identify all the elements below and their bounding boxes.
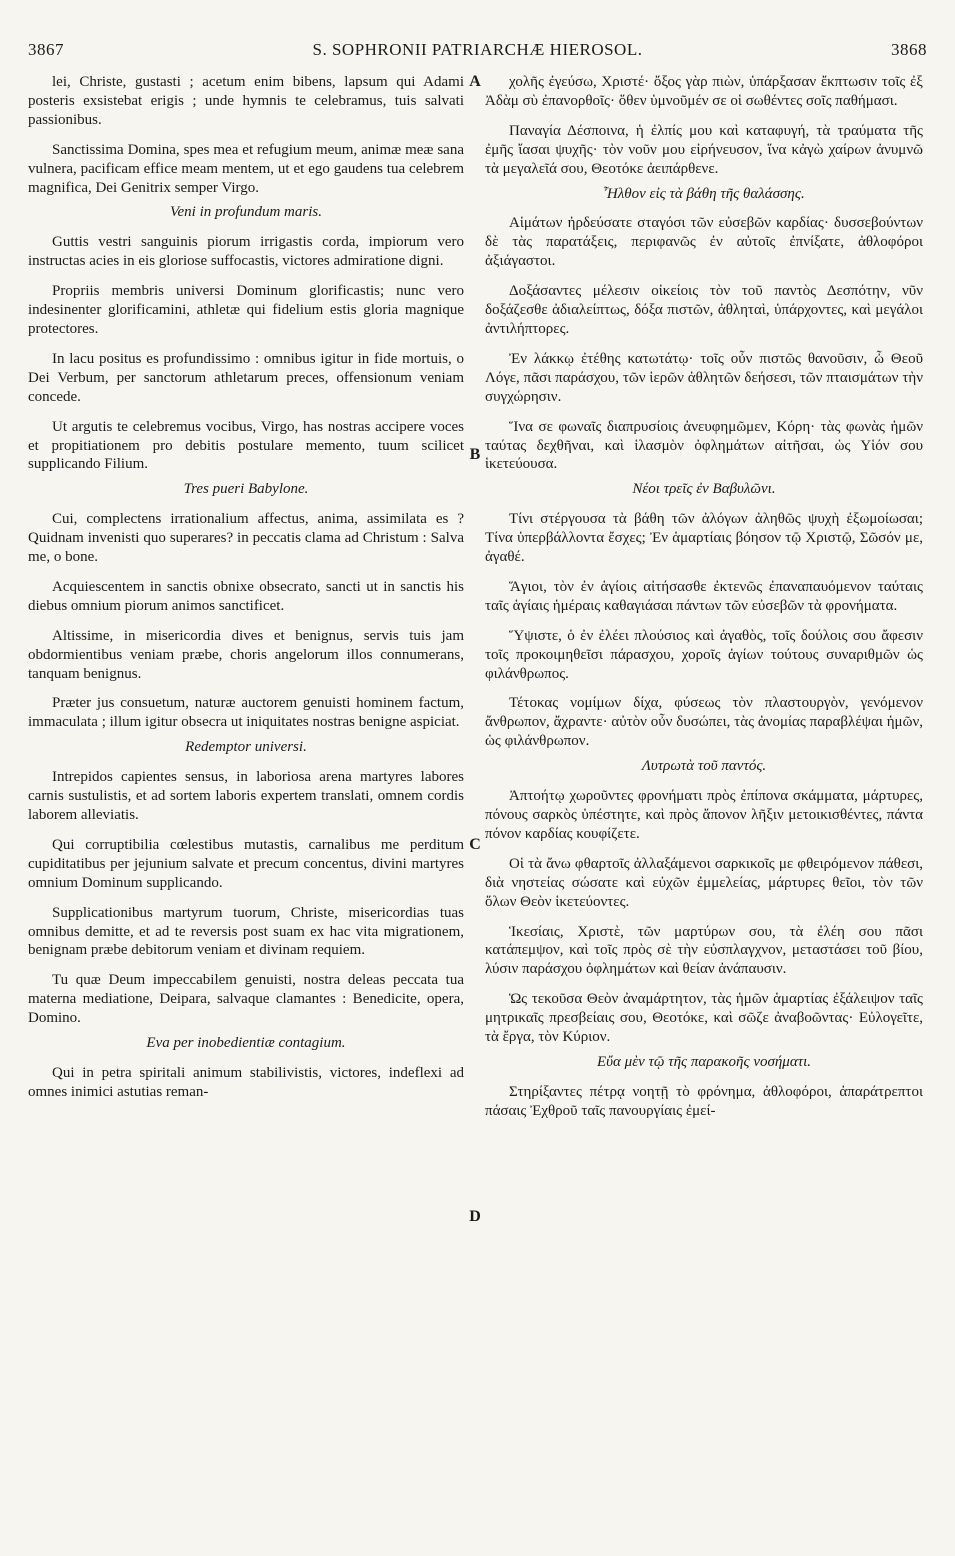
greek-spacer — [485, 844, 923, 855]
greek-spacer — [485, 751, 923, 755]
greek-spacer — [485, 912, 923, 923]
latin-spacer — [28, 499, 464, 510]
greek-column — [485, 73, 923, 1121]
latin-heading: Redemptor universi. — [185, 739, 307, 756]
latin-spacer — [28, 130, 464, 141]
greek-paragraph: χολῆς ἐγεύσω, Χριστέ· ὄξος γὰρ πιὼν, ὑπάρξασαν ἔκπτωσιν τοῖς ἐξ Ἀδὰμ σὺ ἐπανορθοῖς· ὅθεν ὑμνοῦμέν σε οἱ σωθέντες σοῖς παθήμασι. — [485, 74, 923, 109]
latin-spacer — [28, 1028, 464, 1032]
greek-paragraph: Τέτοκας νομίμων δίχα, φύσεως τὸν πλαστουργὸν, γενόμενον ἄνθρωπον, ἄχραντε· αὐτὸν οὖν δυσώπει, τὰς ἀνομίας παραβλέψαι ἡμῶν, ὡς φιλάνθρωπον. — [485, 695, 923, 750]
greek-spacer — [485, 499, 923, 510]
latin-paragraph: Guttis vestri sanguinis piorum irrigastis corda, impiorum vero instructas acies in eis gloriose suffocastis, victores admiratione digni. — [28, 234, 464, 270]
latin-paragraph: Intrepidos capientes sensus, in laboriosa arena martyres labores carnis sustulistis, et ad sortem laboris expertem translati, omnem cordis laborem alleviatis. — [28, 769, 464, 823]
greek-heading: Εὔα μὲν τῷ τῆς παρακοῆς νοσήματι. — [597, 1053, 811, 1070]
latin-paragraph: Tu quæ Deum impeccabilem genuisti, nostra deleas peccata tua materna mediatione, Deipara, salvaque clamantes : Benedicite, opera, Domino. — [28, 972, 464, 1027]
latin-spacer — [28, 960, 464, 971]
greek-paragraph: Ἅγιοι, τὸν ἐν ἁγίοις αἰτήσασθε ἐκτενῶς ἐπαναπαυόμενον ταύταις ταῖς ἁγίαις ἡμέραις καθαγιάσαι πάντων τῶν εὐσεβῶν τὰ φρονήματα. — [485, 578, 923, 614]
latin-paragraph: Ut argutis te celebremus vocibus, Virgo, has nostras accipere voces et propitiationem pro debitis postulare memento, tuum scilicet supplicando Filium. — [28, 418, 464, 473]
latin-spacer — [28, 271, 464, 282]
greek-paragraph: Τίνι στέργουσα τὰ βάθη τῶν ἀλόγων ἀληθῶς ψυχὴ ἐξωμοίωσαι; Τίνα ὑπερβάλλοντα ἔσχες; Ἐν ἁμαρτίαις βόησον τῷ Χριστῷ, Σῶσόν με, ἀγαθέ. — [485, 511, 923, 566]
latin-paragraph: Supplicationibus martyrum tuorum, Christe, misericordias tuas omnibus demitte, et ad te reversis post suam ex hac vita migrationem, benignam præbe debitorum veniam et divinam requiem. — [28, 904, 464, 959]
greek-heading: Ἦλθον εἰς τὰ βάθη τῆς θαλάσσης. — [603, 185, 805, 202]
latin-spacer — [28, 339, 464, 350]
greek-spacer — [485, 407, 923, 418]
latin-paragraph: Qui in petra spiritali animum stabilivistis, victores, indeflexi ad omnes inimici astutias reman- — [28, 1064, 464, 1100]
right-column-number: 3868 — [891, 40, 927, 59]
greek-spacer — [485, 474, 923, 478]
greek-spacer — [485, 567, 923, 578]
latin-spacer — [28, 757, 464, 768]
latin-paragraph: Acquiescentem in sanctis obnixe obsecrato, sancti ut in sanctis his diebus omnium piorum animos sanctificet. — [28, 578, 464, 614]
greek-heading: Λυτρωτὰ τοῦ παντός. — [641, 758, 767, 775]
greek-paragraph: Στηρίξαντες πέτρᾳ νοητῇ τὸ φρόνημα, ἀθλοφόροι, ἀπαράτρεπτοι πάσαις Ἐχθροῦ ταῖς πανουργίαις ἐμεί- — [485, 1083, 923, 1119]
latin-column — [28, 73, 464, 1102]
latin-paragraph: Sanctissima Domina, spes mea et refugium meum, animæ meæ sana vulnera, pacificam effice meam mentem, ut et ego gaudens tua celebrem magnifica, Dei Genitrix semper Virgo. — [28, 141, 464, 196]
latin-spacer — [28, 893, 464, 904]
latin-paragraph: Præter jus consuetum, naturæ auctorem genuisti hominem factum, immaculata ; illum igitur obsecra ut iniquitates nostras benigne aspiciat. — [28, 695, 464, 731]
greek-spacer — [485, 776, 923, 787]
left-column-number: 3867 — [28, 40, 64, 59]
margin-marker-c: C — [469, 836, 481, 853]
latin-paragraph: In lacu positus es profundissimo : omnibus igitur in fide mortuis, o Dei Verbum, per sanctorum athletarum preces, offensionum veniam concede. — [28, 350, 464, 405]
latin-spacer — [28, 825, 464, 836]
greek-paragraph: Ὕψιστε, ὁ ἐν ἐλέει πλούσιος καὶ ἀγαθὸς, τοῖς δούλοις σου ἄφεσιν τοῖς προκοιμηθεῖσι πάρασχου, χοροῖς ἁγίων τούτους συναριθμῶν ὡς φιλάνθρωπος. — [485, 627, 923, 682]
greek-paragraph: Οἱ τὰ ἄνω φθαρτοῖς ἀλλαξάμενοι σαρκικοῖς με φθειρόμενον πάθεσι, διὰ νηστείας σώσατε καὶ εὐχῶν ἐμμελείας, μάρτυρες θεῖοι, τὸν τῶν ὅλων Θεὸν ἱκετεύοντες. — [485, 855, 923, 910]
greek-paragraph: Ἀπτοήτῳ χωροῦντες φρονήματι πρὸς ἐπίπονα σκάμματα, μάρτυρες, πόνους σαρκὸς ὑπέστητε, καὶ πρὸς ἄπονον λῆξιν μετοικισθέντες, πάντα πόνον καρδίας κουφίζετε. — [485, 788, 923, 842]
latin-spacer — [28, 732, 464, 736]
latin-heading: Veni in profundum maris. — [170, 204, 322, 221]
greek-spacer — [485, 979, 923, 990]
greek-spacer — [485, 1047, 923, 1051]
greek-spacer — [485, 111, 923, 122]
latin-spacer — [28, 616, 464, 627]
greek-heading: Νέοι τρεῖς ἐν Βαβυλῶνι. — [632, 481, 776, 498]
page-header — [28, 40, 927, 66]
latin-paragraph: lei, Christe, gustasti ; acetum enim bibens, lapsum qui Adami posteris exsistebat erigis ; unde hymnis te celebramus, tuis salvati passionibus. — [28, 74, 464, 128]
latin-spacer — [28, 567, 464, 578]
latin-paragraph: Altissime, in misericordia dives et benignus, servis tuis jam obdormientibus veniam præbe, choris angelorum illos connumerans, tanquam benignus. — [28, 627, 464, 682]
latin-spacer — [28, 407, 464, 418]
running-title: S. SOPHRONII PATRIARCHÆ HIEROSOL. — [312, 40, 643, 59]
greek-paragraph: Ἐν λάκκῳ ἐτέθης κατωτάτῳ· τοῖς οὖν πιστῶς θανοῦσιν, ὦ Θεοῦ Λόγε, πᾶσι παράσχου, τῶν ἱερῶν ἀθλητῶν δεήσεσι, τῶν πταισμάτων τὴν συγχώρησιν. — [485, 350, 923, 405]
greek-paragraph: Ὡς τεκοῦσα Θεὸν ἀναμάρτητον, τὰς ἡμῶν ἁμαρτίας ἐξάλειψον ταῖς μητρικαῖς πρεσβείαις σου, Θεοτόκε, καὶ σῶζε ἀναβοῶντας· Εὐλογεῖτε, τὰ ἔργα, τὸν Κύριον. — [485, 991, 923, 1046]
greek-spacer — [485, 203, 923, 214]
greek-paragraph: Δοξάσαντες μέλεσιν οἰκείοις τὸν τοῦ παντὸς Δεσπότην, νῦν δοξάζεσθε ἀδιαλείπτως, δόξα πιστῶν, ἀθληταὶ, ὑπάρχοντες, καὶ μεγάλοι ἀντιλήπτορες. — [485, 283, 923, 337]
latin-spacer — [28, 474, 464, 478]
latin-heading: Tres pueri Babylone. — [183, 481, 309, 498]
latin-spacer — [28, 197, 464, 201]
greek-paragraph: Αἱμάτων ἠρδεύσατε σταγόσι τῶν εὐσεβῶν καρδίας· δυσσεβούντων δὲ τὰς παρατάξεις, περιφανῶς ἐν αὐτοῖς ἐπνίξατε, ἀθλοφόροι ἀξιάγαστοι. — [485, 215, 923, 270]
margin-marker-d: D — [469, 1208, 481, 1225]
latin-spacer — [28, 1053, 464, 1064]
greek-spacer — [485, 1072, 923, 1083]
latin-paragraph: Cui, complectens irrationalium affectus, anima, assimilata es ? Quidnam invenisti quo superares? in peccatis clama ad Christum : Salva me, o bone. — [28, 511, 464, 566]
greek-spacer — [485, 179, 923, 183]
latin-spacer — [28, 222, 464, 233]
greek-paragraph: Ἱκεσίαις, Χριστὲ, τῶν μαρτύρων σου, τὰ ἐλέη σου πᾶσι κατάπεμψον, καὶ τοῖς πρὸς σὲ τὴν εὐσπλαγχνον, μεταστάσει τοῦ βίου, λύσιν παράσχου ὀφλημάτων καὶ θείαν ἀνάπαυσιν. — [485, 923, 923, 978]
margin-marker-b: B — [469, 446, 481, 463]
greek-paragraph: Ἵνα σε φωναῖς διαπρυσίοις ἀνευφημῶμεν, Κόρη· τὰς φωνὰς ἡμῶν ταύτας δεχθῆναι, καὶ ἱλασμὸν ὀφλημάτων αἰτῆσαι, ὡς Υἱόν σου ἱκετεύουσα. — [485, 418, 923, 473]
greek-paragraph: Παναγία Δέσποινα, ἡ ἐλπίς μου καὶ καταφυγή, τὰ τραύματα τῆς ἐμῆς ἴασαι ψυχῆς· τὸν νοῦν μου εἰρήνευσον, ἵνα κἀγὼ χαίρων ἀνυμνῶ τὰ μεγαλεῖά σου, Θεοτόκε ἀειπάρθενε. — [485, 122, 923, 177]
greek-spacer — [485, 683, 923, 694]
greek-spacer — [485, 339, 923, 350]
greek-spacer — [485, 271, 923, 282]
latin-heading: Eva per inobedientiæ contagium. — [146, 1035, 346, 1052]
latin-spacer — [28, 683, 464, 694]
margin-marker-a: A — [469, 73, 481, 90]
latin-paragraph: Qui corruptibilia cœlestibus mutastis, carnalibus me perditum cupiditatibus per jejunium salvate et precum concentus, divini martyres omnium Dominum supplicando. — [28, 836, 464, 891]
latin-paragraph: Propriis membris universi Dominum glorificastis; nunc vero indesinenter glorificamini, athletæ qui fidelium estis gloria magnique protectores. — [28, 283, 464, 337]
greek-spacer — [485, 616, 923, 627]
